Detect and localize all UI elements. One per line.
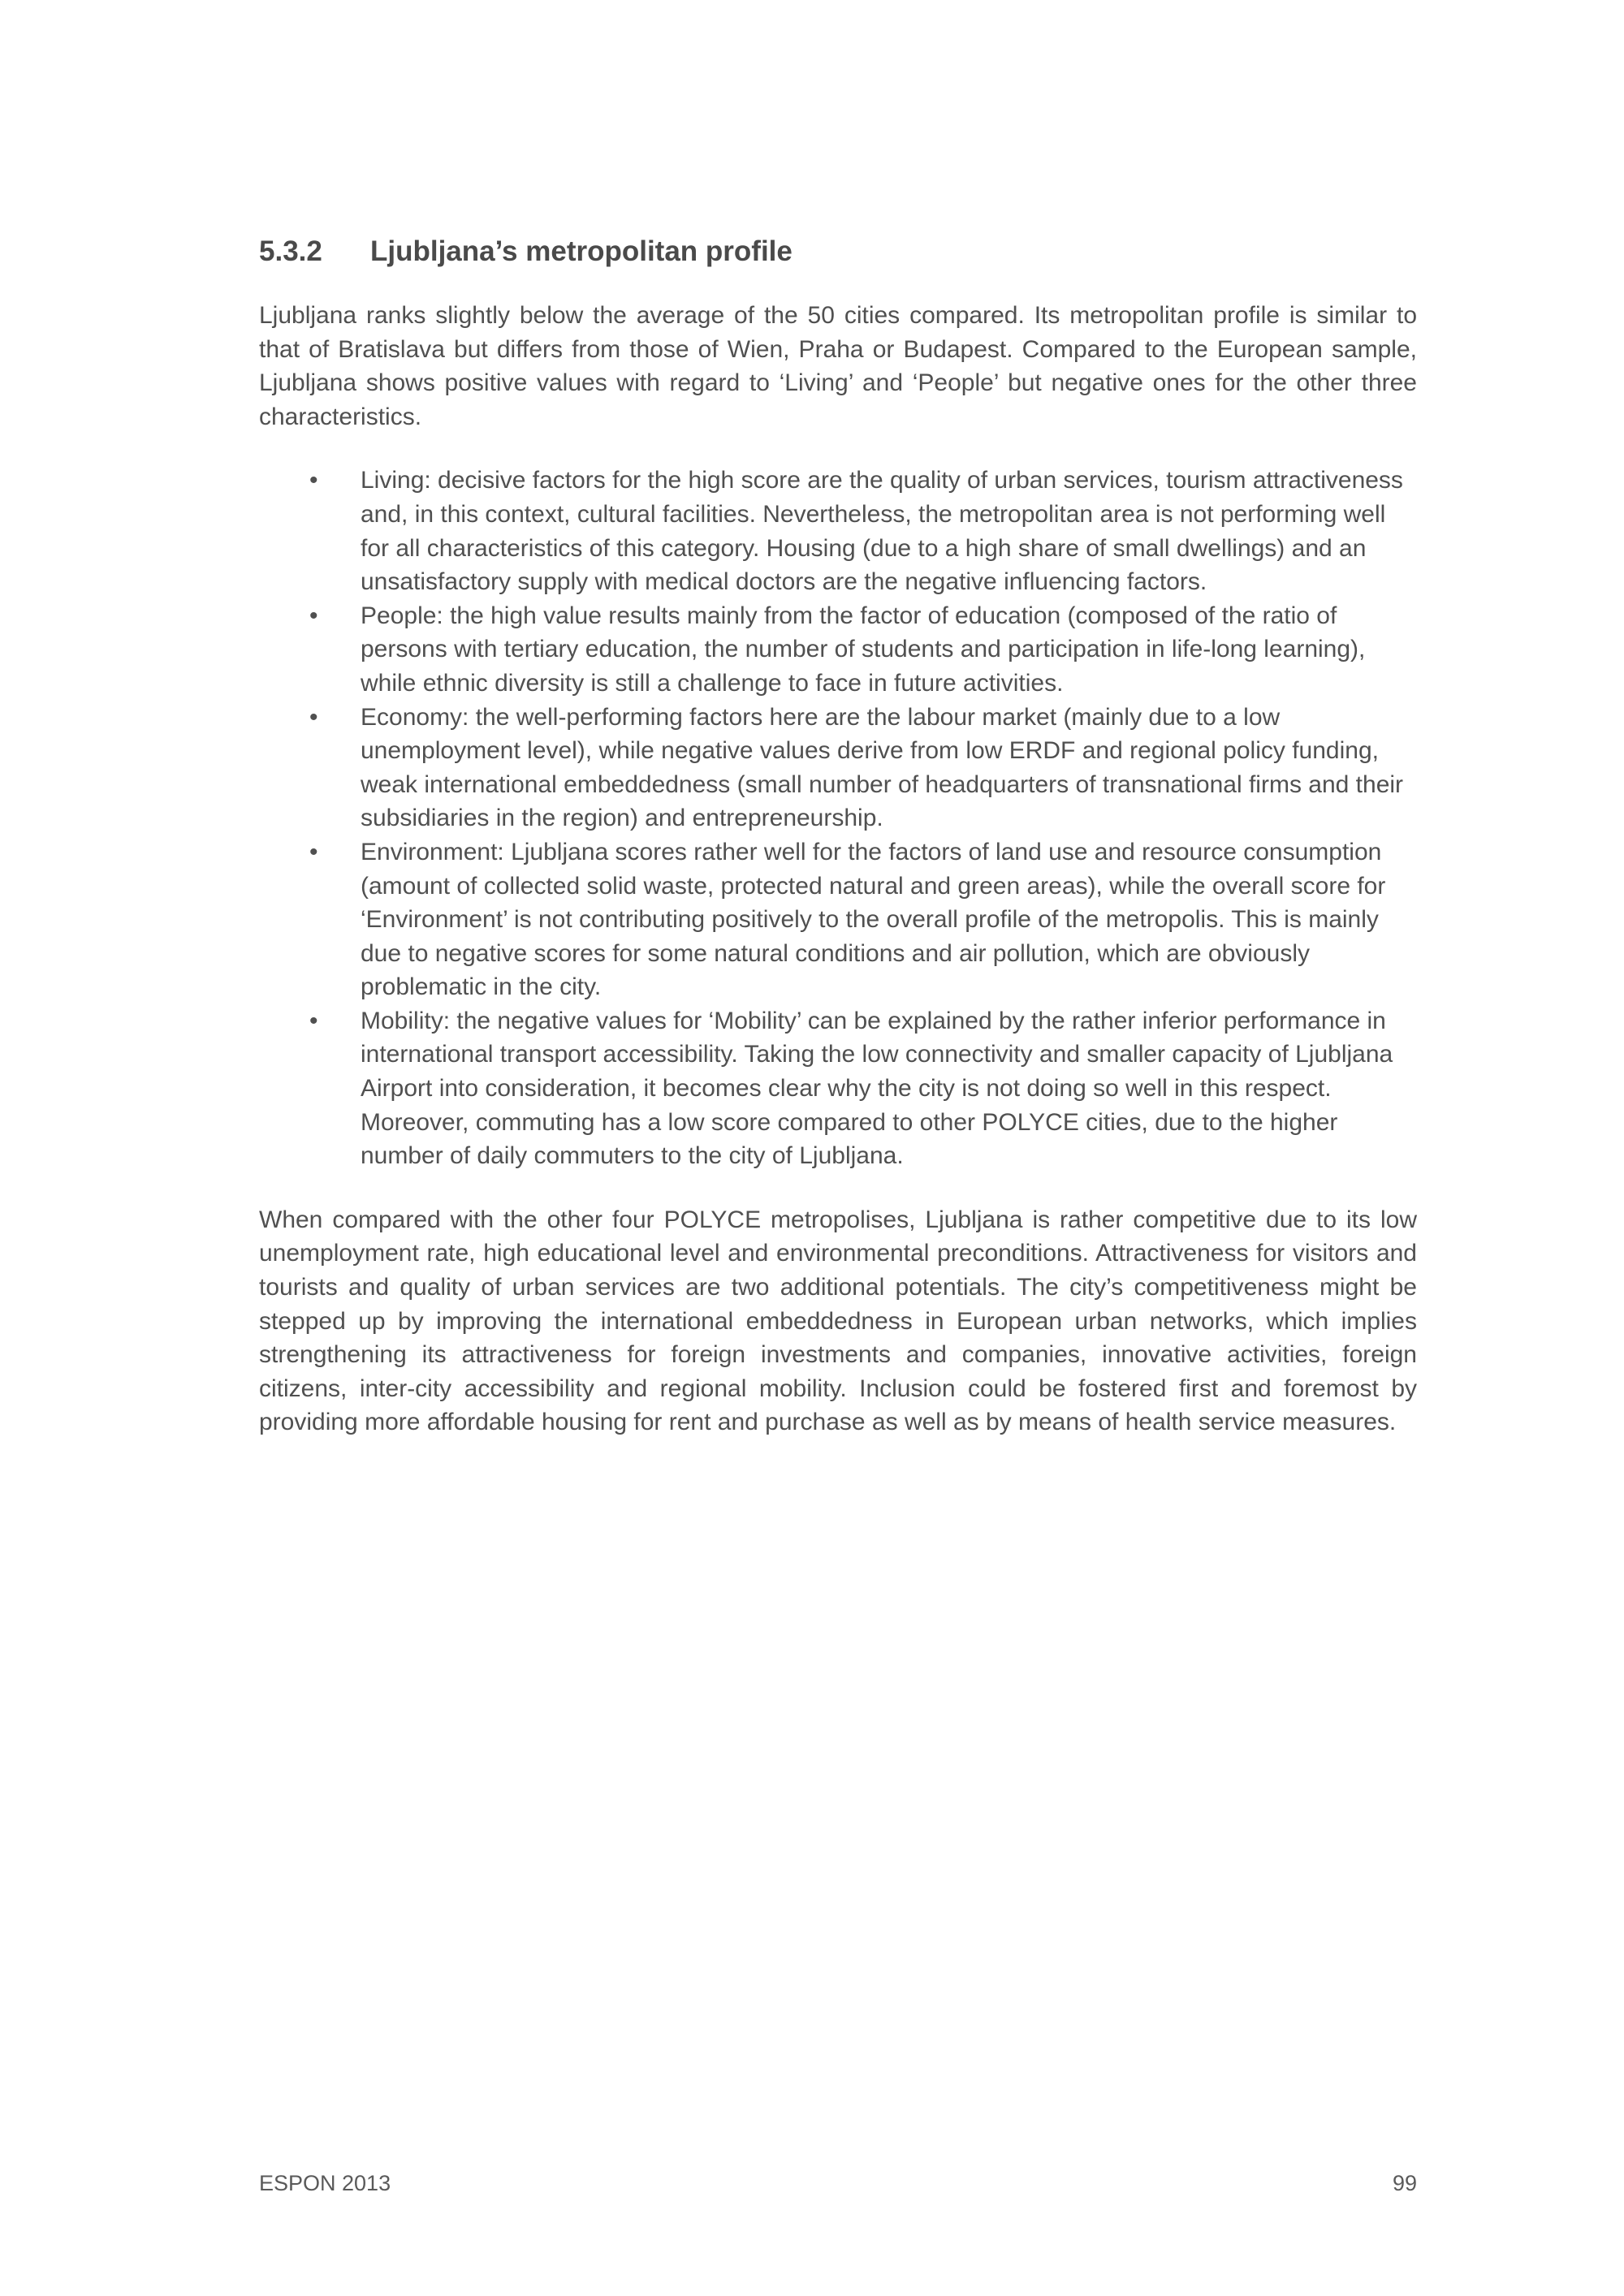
- intro-paragraph: Ljubljana ranks slightly below the average of the 50 cities compared. Its metropolitan profile is similar to that of Bratislava but differs from those of Wien, Praha or Budapest. Compared to the European sample, Ljubljana shows positive values with regard to ‘Living’ and ‘People’ but negative ones for the other three characteristics.: [259, 302, 1417, 430]
- bullet-icon: •: [309, 602, 318, 629]
- bullet-icon: •: [309, 1007, 318, 1034]
- list-item-text: Economy: the well-performing factors here are the labour market (mainly due to a low unemployment level), while negative values derive from low ERDF and regional policy funding, weak international embeddedness (small number of headquarters of transnational firms and their subsidiaries in the region) and entrepreneurship.: [361, 703, 1404, 832]
- bullet-icon: •: [309, 703, 318, 731]
- characteristics-list: [259, 464, 1417, 1172]
- list-item-text: Mobility: the negative values for ‘Mobility’ can be explained by the rather inferior performance in international transport accessibility. Taking the low connectivity and smaller capacity of Ljubljana Airport into consideration, it becomes clear why the city is not doing so well in this respect. Moreover, commuting has a low score compared to other POLYCE cities, due to the higher number of daily commuters to the city of Ljubljana.: [361, 1007, 1393, 1170]
- list-item: [259, 835, 1417, 1004]
- page-number: 99: [1392, 2171, 1417, 2195]
- list-item: [259, 464, 1417, 598]
- section-number: 5.3.2: [259, 235, 322, 267]
- list-item: [259, 701, 1417, 835]
- list-item-text: Environment: Ljubljana scores rather well for the factors of land use and resource consumption (amount of collected solid waste, protected natural and green areas), while the overall score for ‘Environment’ is not contributing positively to the overall profile of the metropolis. This is mainly due to negative scores for some natural conditions and air pollution, which are obviously problematic in the city.: [361, 838, 1386, 1001]
- footer-publisher: ESPON 2013: [259, 2171, 391, 2195]
- bullet-icon: •: [309, 838, 318, 865]
- conclusion-paragraph: When compared with the other four POLYCE metropolises, Ljubljana is rather competitive due to its low unemployment rate, high educational level and environmental preconditions. Attractiveness for visitors and tourists and quality of urban services are two additional potentials. The city’s competitiveness might be stepped up by improving the international embeddedness in European urban networks, which implies strengthening its attractiveness for foreign investments and companies, innovative activities, foreign citizens, inter-city accessibility and regional mobility. Inclusion could be fostered first and foremost by providing more affordable housing for rent and purchase as well as by means of health service measures.: [259, 1206, 1417, 1436]
- list-item: [259, 599, 1417, 701]
- list-item-text: Living: decisive factors for the high score are the quality of urban services, tourism attractiveness and, in this context, cultural facilities. Nevertheless, the metropolitan area is not performing well for all characteristics of this category. Housing (due to a high share of small dwellings) and an unsatisfactory supply with medical doctors are the negative influencing factors.: [361, 467, 1403, 596]
- list-item-text: People: the high value results mainly from the factor of education (composed of the ratio of persons with tertiary education, the number of students and participation in life-long learning), while ethnic diversity is still a challenge to face in future activities.: [361, 602, 1366, 697]
- section-title: Ljubljana’s metropolitan profile: [370, 235, 793, 267]
- page-content: [259, 235, 1417, 1439]
- section-heading: [259, 235, 1417, 268]
- bullet-icon: •: [309, 467, 318, 494]
- list-item: [259, 1004, 1417, 1173]
